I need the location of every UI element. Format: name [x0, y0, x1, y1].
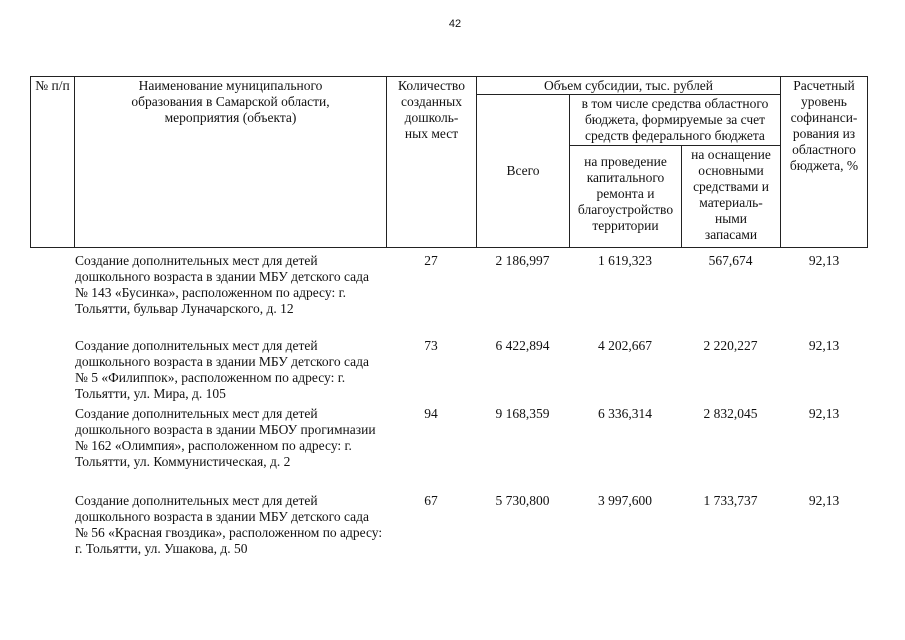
row-rate: 92,13	[808, 406, 840, 421]
row-qty: 67	[424, 493, 438, 508]
header-equipment	[681, 145, 781, 248]
header-rate-label: Расчетный уровень софинанси-рования из областного бюджета, %	[789, 78, 859, 173]
header-subsidy-label: Объем субсидии, тыс. рублей	[543, 78, 714, 93]
header-qty	[386, 76, 477, 248]
row-total: 5 730,800	[495, 493, 550, 508]
row-capital: 3 997,600	[598, 493, 652, 508]
row-rate: 92,13	[808, 338, 840, 353]
row-name: Создание дополнительных мест для детей дошкольного возраста в здании МБОУ прогимназии № 162 «Олимпия», расположенном по адресу: г. Тольятти, ул. Коммунистическая, д. 2	[75, 406, 376, 469]
row-total: 2 186,997	[495, 253, 550, 268]
row-qty: 27	[424, 253, 438, 268]
row-total: 6 422,894	[495, 338, 550, 353]
header-num-label: № п/п	[35, 78, 70, 93]
row-name: Создание дополнительных мест для детей дошкольного возраста в здании МБУ детского сада № 56 «Красная гвоздика», расположенном по адресу: г. Тольятти, ул. Ушакова, д. 50	[75, 493, 383, 556]
header-equipment-label: на оснащение основными средствами и материаль-ными запасами	[691, 147, 771, 242]
row-rate: 92,13	[808, 253, 840, 268]
header-including	[569, 94, 781, 146]
header-including-label: в том числе средства областного бюджета, формируемые за счет средств федерального бюджета	[581, 96, 769, 143]
row-capital: 4 202,667	[598, 338, 652, 353]
row-name: Создание дополнительных мест для детей дошкольного возраста в здании МБУ детского сада № 143 «Бусинка», расположенном по адресу: г. Тольятти, бульвар Луначарского, д. 12	[75, 253, 370, 316]
row-equipment: 2 220,227	[703, 338, 758, 353]
header-capital-label: на проведение капитального ремонта и благоустройство территории	[577, 154, 674, 233]
header-num	[30, 76, 75, 248]
page-number: 42	[448, 18, 462, 30]
header-total-label: Всего	[506, 163, 540, 178]
row-rate: 92,13	[808, 493, 840, 508]
row-total: 9 168,359	[495, 406, 550, 421]
row-capital: 1 619,323	[598, 253, 652, 268]
header-capital	[569, 145, 682, 248]
header-subsidy	[476, 76, 781, 95]
row-equipment: 1 733,737	[703, 493, 758, 508]
row-equipment: 567,674	[708, 253, 753, 268]
header-rate	[780, 76, 868, 248]
header-name-label: Наименование муниципального образования в Самарской области, мероприятия (объекта)	[131, 78, 330, 125]
row-qty: 73	[424, 338, 438, 353]
header-name	[74, 76, 387, 248]
row-name: Создание дополнительных мест для детей дошкольного возраста в здании МБУ детского сада № 5 «Филиппок», расположенном по адресу: г. Тольятти, ул. Мира, д. 105	[75, 338, 370, 401]
header-qty-label: Количество созданных дошколь-ных мест	[398, 78, 465, 141]
row-equipment: 2 832,045	[703, 406, 758, 421]
row-capital: 6 336,314	[598, 406, 652, 421]
row-qty: 94	[424, 406, 438, 421]
header-total	[476, 94, 570, 248]
